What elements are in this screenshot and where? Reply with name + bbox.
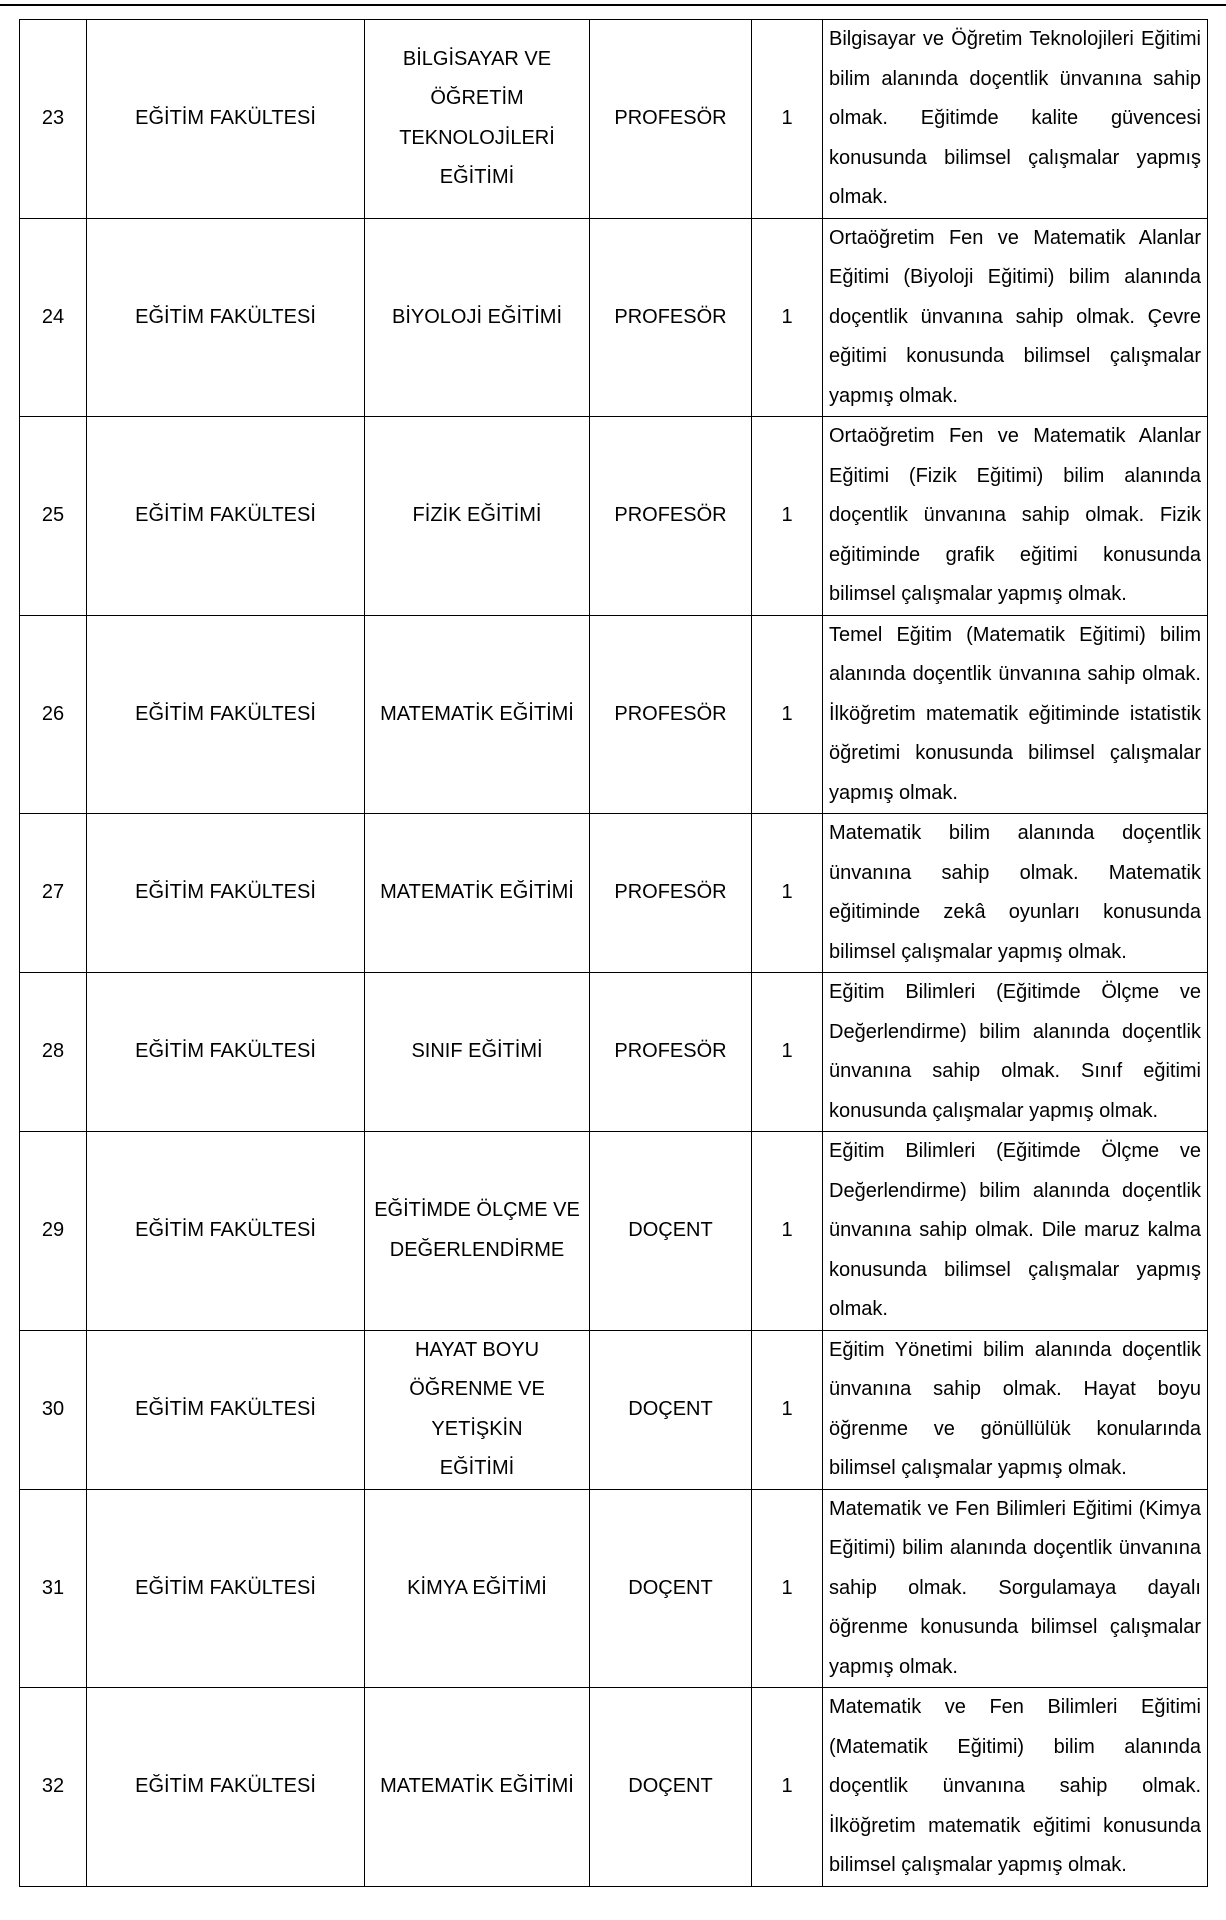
title-cell: PROFESÖR [590,814,752,973]
table-row [20,1330,1208,1489]
requirement-cell: Eğitim Bilimleri (Eğitimde Ölçme ve Değerlendirme) bilim alanında doçentlik ünvanına sahip olmak. Sınıf eğitimi konusunda çalışmalar yapmış olmak. [823,973,1208,1132]
requirement-cell: Matematik ve Fen Bilimleri Eğitimi (Kimya Eğitimi) bilim alanında doçentlik ünvanına sahip olmak. Sorgulamaya dayalı öğrenme konusunda bilimsel çalışmalar yapmış olmak. [823,1489,1208,1688]
title-cell: DOÇENT [590,1132,752,1331]
faculty-cell: EĞİTİM FAKÜLTESİ [87,417,365,616]
count-cell: 1 [752,20,823,219]
requirement-cell: Matematik ve Fen Bilimleri Eğitimi (Matematik Eğitimi) bilim alanında doçentlik ünvanına sahip olmak. İlköğretim matematik eğitimi konusunda bilimsel çalışmalar yapmış olmak. [823,1688,1208,1887]
faculty-cell: EĞİTİM FAKÜLTESİ [87,218,365,417]
title-cell: PROFESÖR [590,20,752,219]
title-cell: PROFESÖR [590,973,752,1132]
department-cell: KİMYA EĞİTİMİ [365,1489,590,1688]
row-number: 27 [20,814,87,973]
department-cell: MATEMATİK EĞİTİMİ [365,814,590,973]
department-cell: BİLGİSAYAR VE ÖĞRETİM TEKNOLOJİLERİ EĞİTİMİ [365,20,590,219]
row-number: 29 [20,1132,87,1331]
department-cell: SINIF EĞİTİMİ [365,973,590,1132]
count-cell: 1 [752,973,823,1132]
count-cell: 1 [752,1688,823,1887]
count-cell: 1 [752,1132,823,1331]
department-cell: BİYOLOJİ EĞİTİMİ [365,218,590,417]
count-cell: 1 [752,1489,823,1688]
title-cell: DOÇENT [590,1330,752,1489]
title-cell: PROFESÖR [590,615,752,814]
faculty-cell: EĞİTİM FAKÜLTESİ [87,1132,365,1331]
table-row [20,1688,1208,1887]
table-row [20,814,1208,973]
page-top-rule [0,4,1226,6]
row-number: 23 [20,20,87,219]
faculty-cell: EĞİTİM FAKÜLTESİ [87,1330,365,1489]
title-cell: PROFESÖR [590,417,752,616]
faculty-cell: EĞİTİM FAKÜLTESİ [87,1489,365,1688]
faculty-cell: EĞİTİM FAKÜLTESİ [87,615,365,814]
row-number: 31 [20,1489,87,1688]
requirement-cell: Temel Eğitim (Matematik Eğitimi) bilim alanında doçentlik ünvanına sahip olmak. İlköğretim matematik eğitiminde istatistik öğretimi konusunda bilimsel çalışmalar yapmış olmak. [823,615,1208,814]
title-cell: DOÇENT [590,1688,752,1887]
faculty-cell: EĞİTİM FAKÜLTESİ [87,1688,365,1887]
row-number: 32 [20,1688,87,1887]
row-number: 28 [20,973,87,1132]
title-cell: PROFESÖR [590,218,752,417]
department-cell: HAYAT BOYU ÖĞRENME VE YETİŞKİN EĞİTİMİ [365,1330,590,1489]
count-cell: 1 [752,1330,823,1489]
requirement-cell: Eğitim Bilimleri (Eğitimde Ölçme ve Değerlendirme) bilim alanında doçentlik ünvanına sahip olmak. Dile maruz kalma konusunda bilimsel çalışmalar yapmış olmak. [823,1132,1208,1331]
department-cell: EĞİTİMDE ÖLÇME VE DEĞERLENDİRME [365,1132,590,1331]
academic-positions-table [19,19,1208,1887]
department-cell: FİZİK EĞİTİMİ [365,417,590,616]
department-cell: MATEMATİK EĞİTİMİ [365,1688,590,1887]
table-row [20,1489,1208,1688]
requirement-cell: Ortaöğretim Fen ve Matematik Alanlar Eğitimi (Fizik Eğitimi) bilim alanında doçentlik ünvanına sahip olmak. Fizik eğitiminde grafik eğitimi konusunda bilimsel çalışmalar yapmış olmak. [823,417,1208,616]
row-number: 30 [20,1330,87,1489]
count-cell: 1 [752,417,823,616]
requirement-cell: Matematik bilim alanında doçentlik ünvanına sahip olmak. Matematik eğitiminde zekâ oyunları konusunda bilimsel çalışmalar yapmış olmak. [823,814,1208,973]
requirement-cell: Eğitim Yönetimi bilim alanında doçentlik ünvanına sahip olmak. Hayat boyu öğrenme ve gönüllülük konularında bilimsel çalışmalar yapmış olmak. [823,1330,1208,1489]
row-number: 25 [20,417,87,616]
faculty-cell: EĞİTİM FAKÜLTESİ [87,20,365,219]
faculty-cell: EĞİTİM FAKÜLTESİ [87,814,365,973]
requirement-cell: Ortaöğretim Fen ve Matematik Alanlar Eğitimi (Biyoloji Eğitimi) bilim alanında doçentlik ünvanına sahip olmak. Çevre eğitimi konusunda bilimsel çalışmalar yapmış olmak. [823,218,1208,417]
table-row [20,218,1208,417]
table-row [20,1132,1208,1331]
table-row [20,20,1208,219]
row-number: 24 [20,218,87,417]
table-row [20,615,1208,814]
requirement-cell: Bilgisayar ve Öğretim Teknolojileri Eğitimi bilim alanında doçentlik ünvanına sahip olmak. Eğitimde kalite güvencesi konusunda bilimsel çalışmalar yapmış olmak. [823,20,1208,219]
count-cell: 1 [752,218,823,417]
count-cell: 1 [752,615,823,814]
table-row [20,973,1208,1132]
title-cell: DOÇENT [590,1489,752,1688]
table-row [20,417,1208,616]
department-cell: MATEMATİK EĞİTİMİ [365,615,590,814]
count-cell: 1 [752,814,823,973]
row-number: 26 [20,615,87,814]
faculty-cell: EĞİTİM FAKÜLTESİ [87,973,365,1132]
